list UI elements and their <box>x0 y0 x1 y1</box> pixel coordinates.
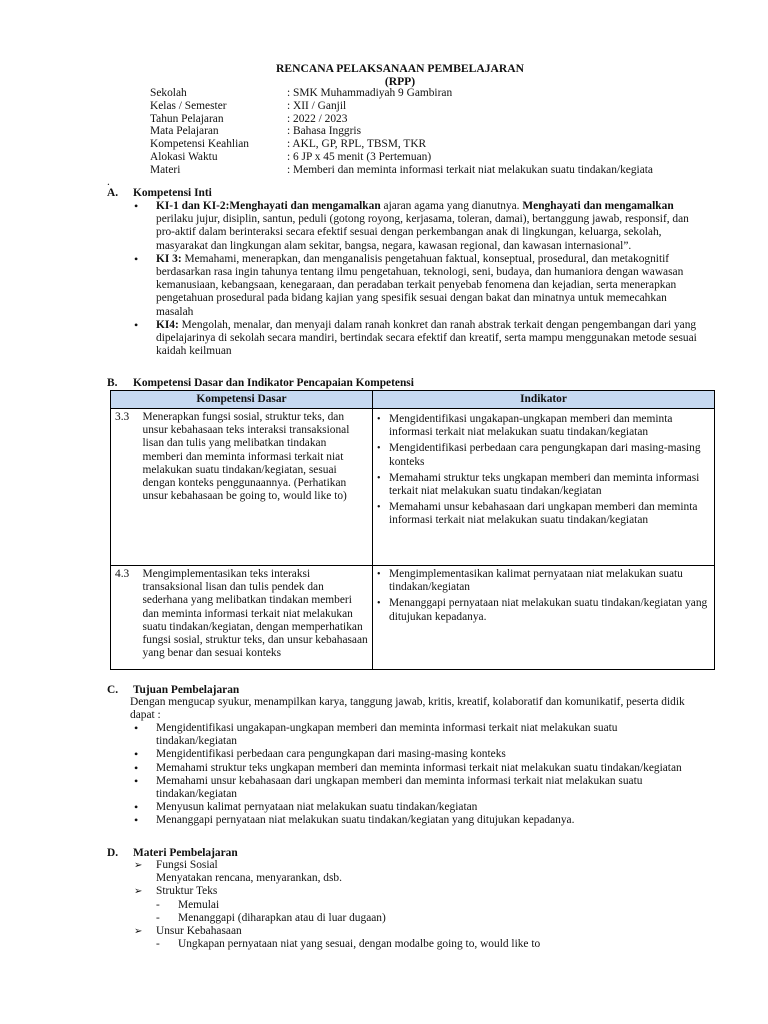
arrow-bullet-icon: ➢ <box>134 860 143 871</box>
list-item: • KI 3: Memahami, menerapkan, dan menganalisis pengetahuan faktual, konseptual, prosedural, dan metakognitif berdasarkan rasa ingin tahunya tentang ilmu pengetahuan, teknologi, seni, budaya, dan humaniora dengan wawasan kemanusiaan, kebangsaan, kenegaraan, dan peradaban terkait penyebab fenomena dan kejadian, serta menerapkan pengetahuan prosedural pada bidang kajian yang spesifik sesuai dengan bakat dan minatnya untuk memecahkan masalah <box>131 253 697 319</box>
tujuan-list <box>131 722 697 828</box>
list-item: • Memahami struktur teks ungkapan memberi dan meminta informasi terkait niat melakukan suatu tindakan/kegiatan <box>377 472 710 498</box>
indicator-cell <box>373 409 715 566</box>
list-item: ➢ Unsur Kebahasaan <box>134 925 242 938</box>
indicator-cell <box>373 566 715 670</box>
kd-number: 4.3 <box>111 566 139 670</box>
list-item: • Menanggapi pernyataan niat melakukan suatu tindakan/kegiatan yang ditujukan kepadanya. <box>377 597 710 623</box>
arrow-bullet-icon: ➢ <box>134 886 143 898</box>
kd-text: Mengimplementasikan teks interaksi transaksional lisan dan tulis pendek dan sederhana yang melibatkan tindakan memberi dan meminta informasi terkait niat melakukan suatu tindakan/kegiatan, dengan memperhatikan fungsi sosial, struktur teks, dan unsur kebahasaan yang benar dan sesuai konteks <box>139 566 373 670</box>
list-item: • Mengidentifikasi ungakapan-ungkapan memberi dan meminta informasi terkait niat melakukan suatu tindakan/kegiatan <box>377 413 710 439</box>
kompetensi-inti-list <box>131 200 697 358</box>
stray-dot: . <box>107 176 110 188</box>
tujuan-intro: Dengan mengucap syukur, menampilkan karya, tanggung jawab, kritis, kreatif, kolaboratif dan komunikatif, peserta didik dapat : <box>130 696 685 722</box>
list-item: • KI-1 dan KI-2:Menghayati dan mengamalkan ajaran agama yang dianutnya. Menghayati dan mengamalkan perilaku jujur, disiplin, santun, peduli (gotong royong, kerjasama, toleran, damai), bertanggung jawab, responsif, dan pro-aktif dalam berinteraksi secara efektif sesuai dengan perkembangan anak di lingkungan, keluarga, sekolah, masyarakat dan lingkungan alam sekitar, bangsa, negara, kawasan regional, dan kawasan internasional”. <box>131 200 697 253</box>
list-item: • Menyusun kalimat pernyataan niat melakukan suatu tindakan/kegiatan <box>131 801 697 814</box>
materi-list <box>130 859 690 951</box>
table-header-row <box>111 391 715 409</box>
section-d-heading: D. Materi Pembelajaran <box>107 847 238 859</box>
section-c-heading: C. Tujuan Pembelajaran <box>107 684 240 696</box>
list-item: • Memahami unsur kebahasaan dari ungkapan memberi dan meminta informasi terkait niat melakukan suatu tindakan/kegiatan <box>377 501 710 527</box>
kd-number: 3.3 <box>111 409 139 566</box>
section-b-heading: B. Kompetensi Dasar dan Indikator Pencapaian Kompetensi <box>107 377 414 389</box>
fungsi-sosial-text: Menyatakan rencana, menyarankan, dsb. <box>156 872 342 885</box>
list-item: ➢ Fungsi Sosial <box>134 859 218 871</box>
doc-title: RENCANA PELAKSANAAN PEMBELAJARAN <box>276 62 524 75</box>
arrow-bullet-icon: ➢ <box>134 926 143 938</box>
header-indikator: Indikator <box>373 391 715 409</box>
list-item: • Mengidentifikasi perbedaan cara pengungkapan dari masing-masing konteks <box>131 748 697 761</box>
list-item: - Menanggapi (diharapkan atau di luar dugaan) <box>156 911 386 924</box>
document-page: RENCANA PELAKSANAAN PEMBELAJARAN (RPP) Sekolah : SMK Muhammadiyah 9 Gambiran Kelas / Semester : XII / Ganjil Tahun Pelajaran : 2022 / 2023 Mata Pelajaran : Bahasa Inggris Kompetensi Keahlian : AKL, GP, RPL, TBSM, TKR Alokasi Waktu : 6 JP x 45 menit (3 Pertemuan) Materi : Memberi dan meminta informasi terkait niat melakukan suatu tindakan/kegiata . A. Kompetensi Inti • KI-1 dan KI-2:Menghayati dan mengamalkan ajaran agama yang dianutnya. Menghayati dan mengamalkan perilaku jujur, disiplin, santun, peduli (gotong royong, kerjasama, toleran, damai), bertanggung jawab, responsif, dan pro-aktif dalam berinteraksi secara efektif sesuai dengan perkembangan anak di lingkungan, keluarga, sekolah, masyarakat dan lingkungan alam sekitar, bangsa, negara, kawasan regional, dan kawasan internasional”. • KI 3: Memahami, menerapkan, dan menganalisis pengetahuan faktual, konseptual, prosedural, dan metakognitif berdasarkan rasa ingin tahunya tentang ilmu pengetahuan, teknologi, seni, budaya, dan humaniora dengan wawasan kemanusiaan, kebangsaan, kenegaraan, dan peradaban terkait penyebab fenomena dan kejadian, serta menerapkan pengetahuan prosedural pada bidang kajian yang spesifik sesuai dengan bakat dan minatnya untuk memecahkan masalah • KI4: Mengolah, menalar, dan menyaji dalam ranah konkret dan ranah abstrak terkait dengan pengembangan dari yang dipelajarinya di sekolah secara mandiri, bertindak secara efektif dan kreatif, serta mampu menggunakan metode sesuai kaidah keilmuan B. Kompetensi Dasar dan Indikator Pencapaian Kompetensi Kompetensi Dasar Indikator 3.3 Menerapkan fungsi sosial, struktur teks, dan unsur kebahasaan teks interaksi transaksional lisan dan tulis yang melibatkan tindakan memberi dan meminta informasi terkait niat melakukan suatu tindakan/kegiatan, sesuai dengan konteks penggunaannya. (Perhatikan unsur kebahasaan be going to, would like to) • Mengidentifikasi ungakapan-ungkapan memberi dan meminta informasi terkait niat melakukan suatu tindakan/kegiatan • Mengidentifikasi perbedaan cara pengungkapan dari masing-masing konteks • Memahami struktur teks ungkapan memberi dan meminta informasi terkait niat melakukan suatu tindakan/kegiatan • Memahami unsur kebahasaan dari ungkapan memberi dan meminta informasi terkait niat melakukan suatu tindakan/kegiatan 4.3 Mengimplementasikan teks interaksi transaksional lisan dan tulis pendek dan sederhana yang melibatkan tindakan memberi dan meminta informasi terkait niat melakukan suatu tindakan/kegiatan, dengan memperhatikan fungsi sosial, struktur teks, dan unsur kebahasaan yang benar dan sesuai konteks • Mengimplementasikan kalimat pernyataan niat melakukan suatu tindakan/kegiatan • Menanggapi pernyataan niat melakukan suatu tindakan/kegiatan yang ditujukan kepadanya. C. Tujuan Pembelajaran Dengan mengucap syukur, menampilkan karya, tanggung jawab, kritis, kreatif, kolaboratif dan komunikatif, peserta didik dapat : • Mengidentifikasi ungakapan-ungkapan memberi dan meminta informasi terkait niat melakukan suatu tindakan/kegiatan • Mengidentifikasi perbedaan cara pengungkapan dari masing-masing konteks • Memahami struktur teks ungkapan memberi dan meminta informasi terkait niat melakukan suatu tindakan/kegiatan • Memahami unsur kebahasaan dari ungkapan memberi dan meminta informasi terkait niat melakukan suatu tindakan/kegiatan • Menyusun kalimat pernyataan niat melakukan suatu tindakan/kegiatan • Menanggapi pernyataan niat melakukan suatu tindakan/kegiatan yang ditujukan kepadanya. D. Materi Pembelajaran ➢ Fungsi Sosial Menyatakan rencana, menyarankan, dsb. ➢ Struktur Teks - Memulai - Menanggapi (diharapkan atau di luar dugaan) ➢ Unsur Kebahasaan - Ungkapan pernyataan niat yang sesuai, dengan modalbe going to, would like to <box>0 0 768 1024</box>
header-kompetensi-dasar: Kompetensi Dasar <box>111 391 373 409</box>
table-row <box>111 409 715 566</box>
list-item: • Memahami struktur teks ungkapan memberi dan meminta informasi terkait niat melakukan suatu tindakan/kegiatan <box>131 762 697 775</box>
list-item: • Memahami unsur kebahasaan dari ungkapan memberi dan meminta informasi terkait niat melakukan suatu tindakan/kegiatan <box>131 775 697 801</box>
table-row <box>111 566 715 670</box>
list-item: • Mengidentifikasi ungakapan-ungkapan memberi dan meminta informasi terkait niat melakukan suatu tindakan/kegiatan <box>131 722 697 748</box>
section-a-heading: A. Kompetensi Inti <box>107 187 212 199</box>
kd-text: Menerapkan fungsi sosial, struktur teks, dan unsur kebahasaan teks interaksi transaksional lisan dan tulis yang melibatkan tindakan memberi dan meminta informasi terkait niat melakukan suatu tindakan/kegiatan, sesuai dengan konteks penggunaannya. (Perhatikan unsur kebahasaan be going to, would like to) <box>139 409 373 566</box>
list-item: • KI4: Mengolah, menalar, dan menyaji dalam ranah konkret dan ranah abstrak terkait dengan pengembangan dari yang dipelajarinya di sekolah secara mandiri, bertindak secara efektif dan kreatif, serta mampu menggunakan metode sesuai kaidah keilmuan <box>131 319 697 359</box>
kd-indicator-table <box>110 390 715 670</box>
list-item: • Mengidentifikasi perbedaan cara pengungkapan dari masing-masing konteks <box>377 442 710 468</box>
list-item: - Memulai <box>156 898 220 911</box>
list-item: • Mengimplementasikan kalimat pernyataan niat melakukan suatu tindakan/kegiatan <box>377 568 710 594</box>
doc-subtitle: (RPP) <box>384 75 416 88</box>
list-item: - Ungkapan pernyataan niat yang sesuai, dengan modalbe going to, would like to <box>156 938 541 951</box>
list-item: • Menanggapi pernyataan niat melakukan suatu tindakan/kegiatan yang ditujukan kepadanya. <box>131 814 697 827</box>
list-item: ➢ Struktur Teks <box>134 885 218 898</box>
